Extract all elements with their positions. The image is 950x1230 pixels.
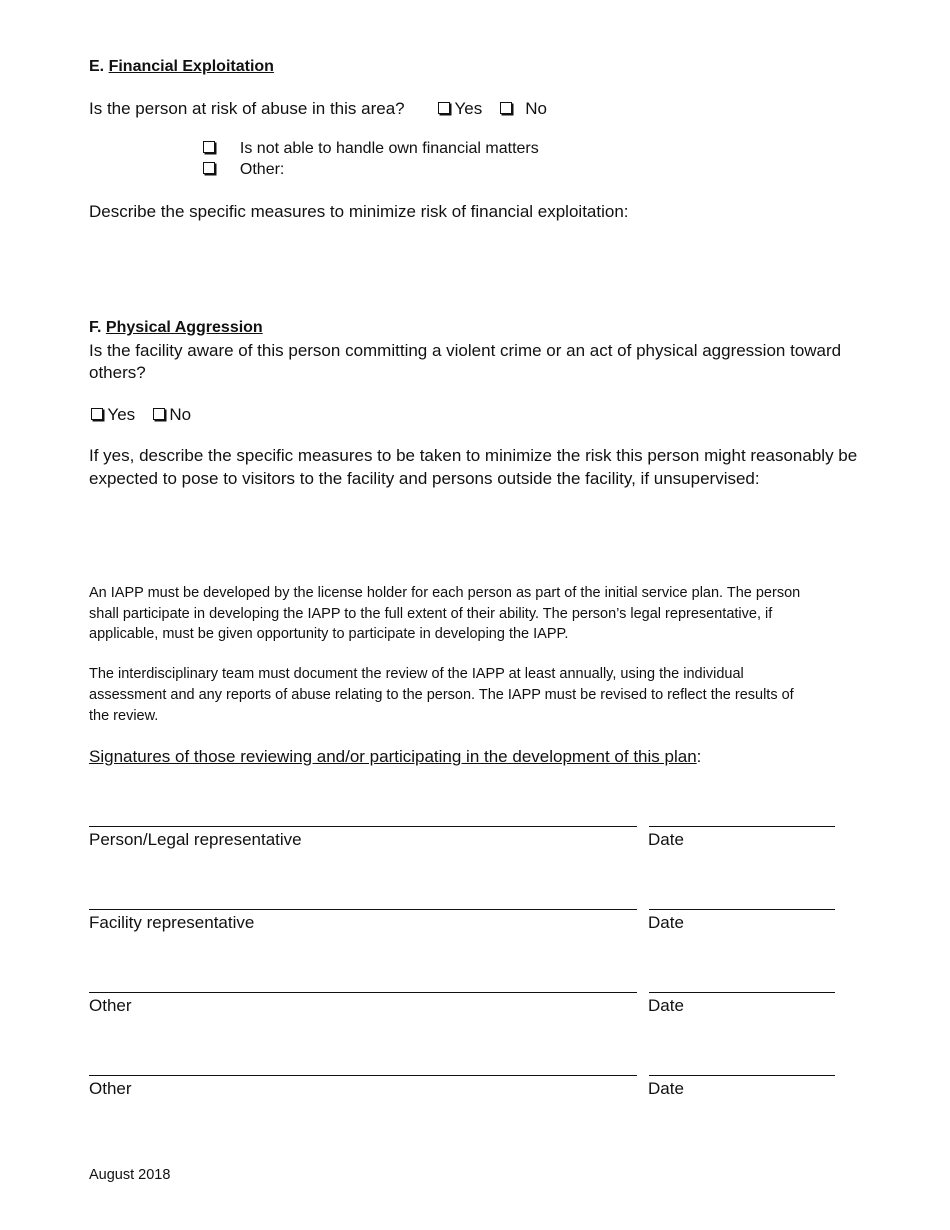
section-e-measures-prompt: Describe the specific measures to minimize risk of financial exploitation: [89, 202, 629, 221]
section-e-no-checkbox[interactable] [500, 102, 512, 114]
signature-line[interactable] [89, 909, 637, 910]
footer-date: August 2018 [89, 1167, 171, 1183]
section-e-option-1 [203, 140, 539, 158]
signature-line[interactable] [89, 1075, 637, 1076]
section-f-no-label: No [169, 405, 192, 424]
section-e-title: Financial Exploitation [108, 58, 274, 75]
section-f-no-checkbox[interactable] [153, 408, 165, 420]
iapp-paragraph-1-line-1: An IAPP must be developed by the license holder for each person as part of the initial service plan. The person [89, 585, 801, 601]
date-label: Date [648, 913, 684, 932]
option-financial-matters-label: Is not able to handle own financial matters [239, 140, 539, 157]
option-other-label: Other: [239, 161, 285, 178]
section-f-letter: F. [89, 319, 102, 336]
section-f-yes-no-row [91, 405, 191, 425]
iapp-paragraph-1-line-3: applicable, must be given opportunity to participate in developing the IAPP. [89, 626, 569, 642]
section-e-letter: E. [89, 58, 105, 75]
date-label: Date [648, 1079, 684, 1098]
section-e-yes-label: Yes [454, 99, 483, 118]
signature-label: Other [89, 996, 132, 1015]
option-financial-matters-checkbox[interactable] [203, 141, 215, 153]
section-f-measures-line-1: If yes, describe the specific measures to be taken to minimize the risk this person might reasonably be [89, 446, 858, 465]
signature-line[interactable] [89, 826, 637, 827]
date-line[interactable] [649, 1075, 835, 1076]
section-e-yes-checkbox[interactable] [438, 102, 450, 114]
date-label: Date [648, 996, 684, 1015]
iapp-paragraph-2-line-3: the review. [89, 708, 159, 724]
section-e-no-label: No [525, 99, 547, 118]
section-e-option-2 [203, 161, 284, 179]
section-f-question-line-2: others? [89, 363, 146, 382]
section-e-question-row [89, 99, 547, 119]
signatures-heading: Signatures of those reviewing and/or participating in the development of this plan [89, 747, 697, 766]
signature-label: Facility representative [89, 913, 255, 932]
iapp-paragraph-2-line-1: The interdisciplinary team must document the review of the IAPP at least annually, using the individual [89, 666, 744, 682]
signatures-heading-row [89, 747, 701, 767]
section-f-heading [89, 319, 263, 337]
signature-label: Other [89, 1079, 132, 1098]
section-f-measures-line-2: expected to pose to visitors to the facility and persons outside the facility, if unsupervised: [89, 469, 760, 488]
section-e-heading [89, 58, 274, 76]
section-f-yes-label: Yes [107, 405, 136, 424]
signatures-heading-colon: : [696, 747, 702, 766]
iapp-paragraph-2-line-2: assessment and any reports of abuse relating to the person. The IAPP must be revised to reflect the results of [89, 687, 794, 703]
signature-label: Person/Legal representative [89, 830, 302, 849]
iapp-paragraph-1-line-2: shall participate in developing the IAPP to the full extent of their ability. The person’s legal representative, if [89, 606, 773, 622]
signature-line[interactable] [89, 992, 637, 993]
date-line[interactable] [649, 992, 835, 993]
date-line[interactable] [649, 826, 835, 827]
section-f-title: Physical Aggression [105, 319, 263, 336]
option-other-checkbox[interactable] [203, 162, 215, 174]
date-line[interactable] [649, 909, 835, 910]
section-f-question-line-1: Is the facility aware of this person committing a violent crime or an act of physical aggression toward [89, 341, 842, 360]
date-label: Date [648, 830, 684, 849]
section-f-yes-checkbox[interactable] [91, 408, 103, 420]
section-e-question: Is the person at risk of abuse in this area? [89, 99, 405, 118]
